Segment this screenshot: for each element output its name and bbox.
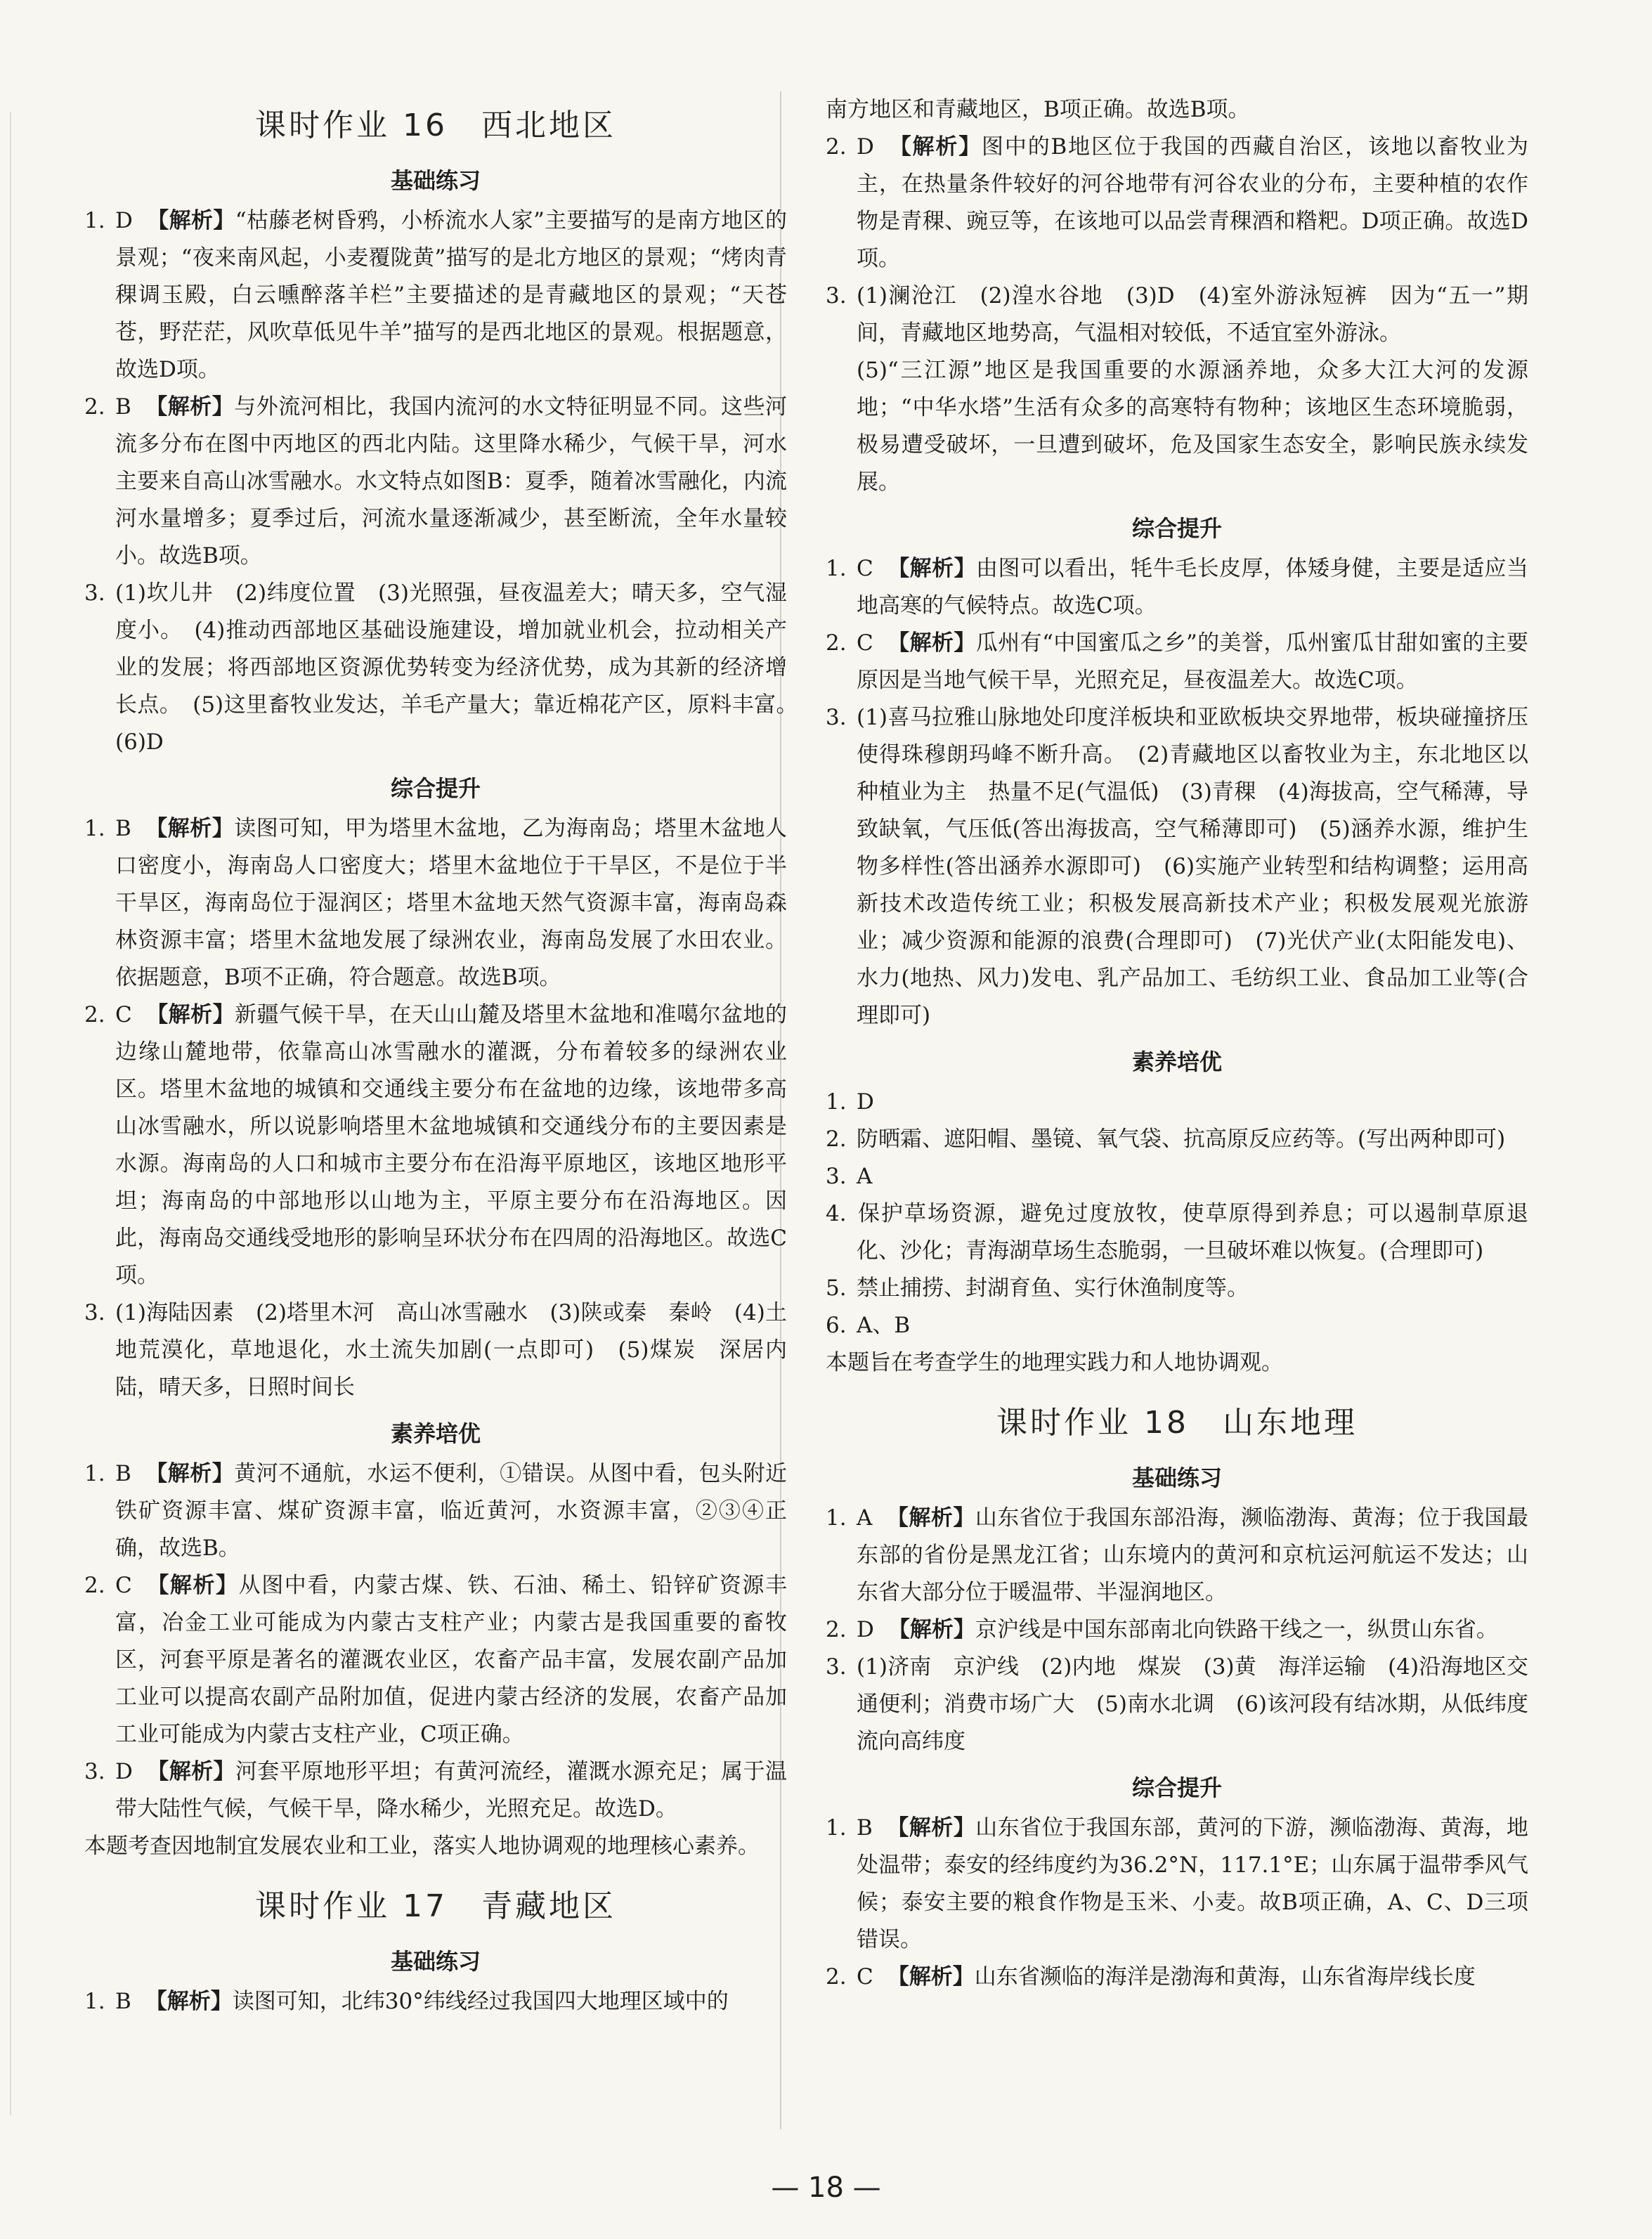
answer-item: 1. D 【解析】“枯藤老树昏鸦，小桥流水人家”主要描写的是南方地区的景观；“夜来南风起，小麦覆陇黄”描写的是北方地区的景观；“烤肉青稞调玉殿，白云曛醉落羊栏”主要描述的是青藏地区的景观；“天苍苍，野茫茫，风吹草低见牛羊”描写的是西北地区的景观。根据题意，故选D项。 [84, 208, 787, 382]
subheading-comprehensive: 综合提升 [1131, 515, 1222, 542]
subheading-literacy: 素养培优 [390, 1420, 481, 1447]
subheading-literacy: 素养培优 [1131, 1049, 1222, 1075]
answer-item: 1. B 【解析】山东省位于我国东部，黄河的下游，濒临渤海、黄海，地处温带；泰安的经纬度约为36.2°N，117.1°E；山东属于温带季风气候；泰安主要的粮食作物是玉米、小麦。故B项正确，A、C、D三项错误。 [826, 1815, 1528, 1952]
answer-item: 3. (1)济南 京沪线 (2)内地 煤炭 (3)黄 海洋运输 (4)沿海地区交通便利；消费市场广大 (5)南水北调 (6)该河段有结冰期，从低纬度流向高纬度 [826, 1654, 1528, 1754]
answer-item: 3. (1)坎儿井 (2)纬度位置 (3)光照强，昼夜温差大；晴天多，空气湿度小。 (4)推动西部地区基础设施建设，增加就业机会，拉动相关产业的发展；将西部地区资源优势转变为经济优势，成为其新的经济增长点。 (5)这里畜牧业发达，羊毛产量大；靠近棉花产区，原料丰富。 (6)D [84, 580, 809, 755]
answer-item: 2. B 【解析】与外流河相比，我国内流河的水文特征明显不同。这些河流多分布在图中丙地区的西北内陆。这里降水稀少，气候干旱，河水主要来自高山冰雪融水。水文特点如图B：夏季，随着冰雪融化，内流河水量增多；夏季过后，河流水量逐渐减少，甚至断流，全年水量较小。故选B项。 [84, 394, 787, 569]
answer-item: 3. (1)澜沧江 (2)湟水谷地 (3)D (4)室外游泳短裤 因为“五一”期间，青藏地区地势高，气温相对较低，不适宜室外游泳。 [826, 283, 1528, 346]
answer-item: 4. 保护草场资源，避免过度放牧，使草原得到养息；可以遏制草原退化、沙化；青海湖草场生态脆弱，一旦破坏难以恢复。(合理即可) [826, 1201, 1528, 1264]
answer-item: 3. (1)海陆因素 (2)塔里木河 高山冰雪融水 (3)陕或秦 秦岭 (4)土地荒漠化，草地退化，水土流失加剧(一点即可) (5)煤炭 深居内陆，晴天多，日照时间长 [84, 1300, 787, 1400]
subheading-basic: 基础练习 [1131, 1465, 1222, 1491]
answer-item: 1. B 【解析】黄河不通航，水运不便利，①错误。从图中看，包头附近铁矿资源丰富、煤矿资源丰富，临近黄河，水资源丰富，②③④正确，故选B。 [84, 1461, 787, 1561]
answer-item: 2. C 【解析】山东省濒临的海洋是渤海和黄海，山东省海岸线长度 [826, 1964, 1476, 1990]
continued-text: 南方地区和青藏地区，B项正确。故选B项。 [826, 97, 1250, 122]
answer-item: 3. D 【解析】河套平原地形平坦；有黄河流经，灌溉水源充足；属于温带大陆性气候，气候干旱，降水稀少，光照充足。故选D。 [84, 1759, 787, 1822]
answer-item: 2. D 【解析】京沪线是中国东部南北向铁路干线之一，纵贯山东省。 [826, 1617, 1498, 1642]
answer-item: 2. C 【解析】瓜州有“中国蜜瓜之乡”的美誉，瓜州蜜瓜甘甜如蜜的主要原因是当地气候干旱，光照充足，昼夜温差大。故选C项。 [826, 630, 1528, 693]
margin-rule [10, 112, 11, 2115]
answer-item: 2. 防晒霜、遮阳帽、墨镜、氧气袋、抗高原反应药等。(写出两种即可) [826, 1127, 1506, 1152]
answer-item: 3. A [826, 1164, 873, 1189]
answer-item: 3. (1)喜马拉雅山脉地处印度洋板块和亚欧板块交界地带，板块碰撞挤压使得珠穆朗玛峰不断升高。 (2)青藏地区以畜牧业为主，东北地区以种植业为主 热量不足(气温低) (3)青稞 (4)海拔高，空气稀薄，导致缺氧，气压低(答出海拔高，空气稀薄即可) (5)涵养水源，维护生物多样性(答出涵养水源即可) (6)实施产业转型和结构调整；运用高新技术改造传统工业；积极发展高新技术产业；积极发展观光旅游业；减少资源和能源的浪费(合理即可) (7)光伏产业(太阳能发电)、水力(地热、风力)发电、乳产品加工、毛纺织工业、食品加工业等(合理即可) [826, 705, 1528, 1028]
answer-item: 1. C 【解析】由图可以看出，牦牛毛长皮厚，体矮身健，主要是适应当地高寒的气候特点。故选C项。 [826, 556, 1529, 618]
answer-item: 1. B 【解析】读图可知，北纬30°纬线经过我国四大地理区域中的 [84, 1989, 729, 2014]
section-title-17: 课时作业 17 青藏地区 [255, 1888, 616, 1924]
section-title-16: 课时作业 16 西北地区 [255, 108, 616, 143]
note-text: 本题考查因地制宜发展农业和工业，落实人地协调观的地理核心素养。 [84, 1834, 760, 1859]
answer-item: 2. C 【解析】从图中看，内蒙古煤、铁、石油、稀土、铅锌矿资源丰富，冶金工业可能成为内蒙古支柱产业；内蒙古是我国重要的畜牧区，河套平原是著名的灌溉农业区，农畜产品丰富，发展农副产品加工业可以提高农副产品附加值，促进内蒙古经济的发展，农畜产品加工业可能成为内蒙古支柱产业，C项正确。 [84, 1573, 787, 1747]
page-number: — 18 — [771, 2172, 881, 2204]
note-text: 本题旨在考查学生的地理实践力和人地协调观。 [826, 1350, 1283, 1375]
left-column [84, 84, 809, 2162]
answer-item: 2. D 【解析】图中的B地区位于我国的西藏自治区，该地以畜牧业为主，在热量条件较好的河谷地带有河谷农业的分布，主要种植的农作物是青稞、豌豆等，在该地可以品尝青稞酒和糌粑。D项正确。故选D项。 [826, 134, 1528, 271]
answer-item: 6. A、B [826, 1313, 911, 1338]
section-title-18: 课时作业 18 山东地理 [996, 1405, 1358, 1441]
answer-item: 1. A 【解析】山东省位于我国东部沿海，濒临渤海、黄海；位于我国最东部的省份是黑龙江省；山东境内的黄河和京杭运河航运不发达；山东省大部分位于暖温带、半湿润地区。 [826, 1505, 1529, 1605]
right-column [826, 91, 1528, 2162]
subheading-basic: 基础练习 [390, 1948, 481, 1975]
answer-item: 1. B 【解析】读图可知，甲为塔里木盆地，乙为海南岛；塔里木盆地人口密度小，海南岛人口密度大；塔里木盆地位于干旱区，不是位于半干旱区，海南岛位于湿润区；塔里木盆地天然气资源丰富，海南岛森林资源丰富；塔里木盆地发展了绿洲农业，海南岛发展了水田农业。依据题意，B项不正确，符合题意。故选B项。 [84, 816, 787, 990]
subheading-comprehensive: 综合提升 [1131, 1774, 1222, 1801]
answer-item: 1. D [826, 1089, 874, 1115]
answer-item: 5. 禁止捕捞、封湖育鱼、实行休渔制度等。 [826, 1276, 1249, 1301]
subheading-basic: 基础练习 [390, 167, 481, 194]
answer-item: 2. C 【解析】新疆气候干旱，在天山山麓及塔里木盆地和准噶尔盆地的边缘山麓地带，依靠高山冰雪融水的灌溉，分布着较多的绿洲农业区。塔里木盆地的城镇和交通线主要分布在盆地的边缘，该地带多高山冰雪融水，所以说影响塔里木盆地城镇和交通线分布的主要因素是水源。海南岛的人口和城市主要分布在沿海平原地区，该地区地形平坦；海南岛的中部地形以山地为主，平原主要分布在沿海地区。因此，海南岛交通线受地形的影响呈环状分布在四周的沿海地区。故选C项。 [84, 1002, 788, 1288]
answer-item-continued: (5)“三江源”地区是我国重要的水源涵养地，众多大江大河的发源地；“中华水塔”生活有众多的高寒特有物种；该地区生态环境脆弱，极易遭受破坏，一旦遭到破坏，危及国家生态安全，影响民族永续发展。 [857, 358, 1528, 495]
subheading-comprehensive: 综合提升 [390, 775, 481, 802]
